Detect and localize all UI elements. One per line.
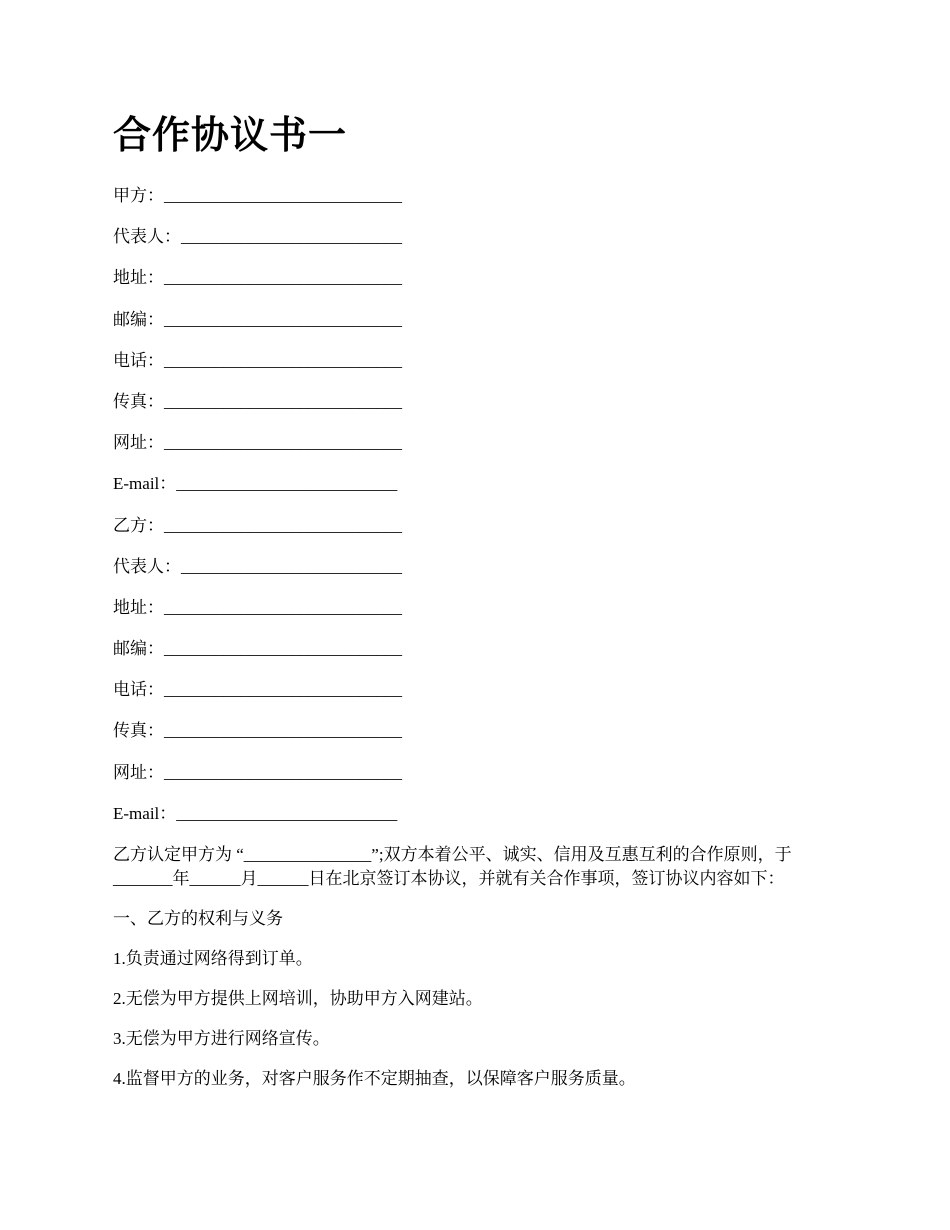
field-blank: __________________________ [181, 227, 402, 247]
field-label: 乙方： [113, 515, 164, 535]
field-blank: ____________________________ [164, 680, 402, 700]
field-blank: __________________________ [176, 803, 398, 823]
field-party-b-postcode [113, 637, 838, 661]
field-blank: ____________________________ [164, 515, 402, 535]
field-label: 传真： [113, 391, 164, 411]
field-party-b-email [113, 802, 838, 826]
field-blank: ____________________________ [164, 268, 402, 288]
field-label: E-mail： [113, 474, 177, 494]
list-item: 2.无偿为甲方提供上网培训，协助甲方入网建站。 [113, 989, 483, 1008]
document-page [113, 108, 838, 1107]
list-item: 3.无偿为甲方进行网络宣传。 [113, 1029, 330, 1048]
field-party-b-fax [113, 719, 838, 743]
field-party-a-fax [113, 390, 838, 414]
field-party-a-postcode [113, 308, 838, 332]
field-blank: ____________________________ [164, 433, 402, 453]
field-party-b-address [113, 596, 838, 620]
field-party-a-phone [113, 349, 838, 373]
field-blank: ____________________________ [164, 597, 402, 617]
field-blank: ____________________________ [164, 639, 402, 659]
field-label: 网址： [113, 762, 164, 782]
field-party-b-representative [113, 555, 838, 579]
field-party-a-email [113, 472, 838, 496]
field-label: E-mail： [113, 803, 177, 823]
field-label: 甲方： [113, 186, 164, 205]
field-blank: ____________________________ [164, 350, 402, 370]
field-party-a-address [113, 266, 838, 290]
party-info-fields [113, 184, 838, 826]
field-blank: ____________________________ [164, 762, 402, 782]
field-label: 代表人： [113, 227, 181, 247]
field-party-b-website [113, 761, 838, 785]
field-label: 网址： [113, 433, 164, 453]
list-item: 1.负责通过网络得到订单。 [113, 949, 313, 968]
field-label: 传真： [113, 721, 164, 741]
field-blank: ____________________________ [164, 721, 402, 741]
list-item: 4.监督甲方的业务，对客户服务作不定期抽查，以保障客户服务质量。 [113, 1069, 636, 1088]
field-party-a-representative [113, 225, 838, 249]
field-label: 地址： [113, 268, 164, 288]
field-party-b [113, 514, 838, 538]
field-party-a-website [113, 431, 838, 455]
field-label: 邮编： [113, 309, 164, 329]
field-label: 地址： [113, 597, 164, 617]
field-blank: ____________________________ [164, 391, 402, 411]
field-label: 代表人： [113, 556, 181, 576]
field-blank: ____________________________ [164, 309, 402, 329]
intro-paragraph: 乙方认定甲方为 “_______________”;双方本着公平、诚实、信用及互惠互利的合作原则，于_______年______月______日在北京签订本协议，并就有关合作事项，签订协议内容如下： [113, 845, 792, 888]
field-label: 电话： [113, 350, 164, 370]
field-blank: __________________________ [181, 556, 402, 576]
section-heading: 一、乙方的权利与义务 [113, 909, 283, 928]
field-party-b-phone [113, 678, 838, 702]
field-blank: __________________________ [176, 474, 398, 494]
field-blank: ____________________________ [164, 186, 402, 205]
field-label: 邮编： [113, 639, 164, 659]
field-party-a [113, 184, 838, 208]
document-title: 合作协议书一 [113, 115, 348, 157]
field-label: 电话： [113, 680, 164, 700]
